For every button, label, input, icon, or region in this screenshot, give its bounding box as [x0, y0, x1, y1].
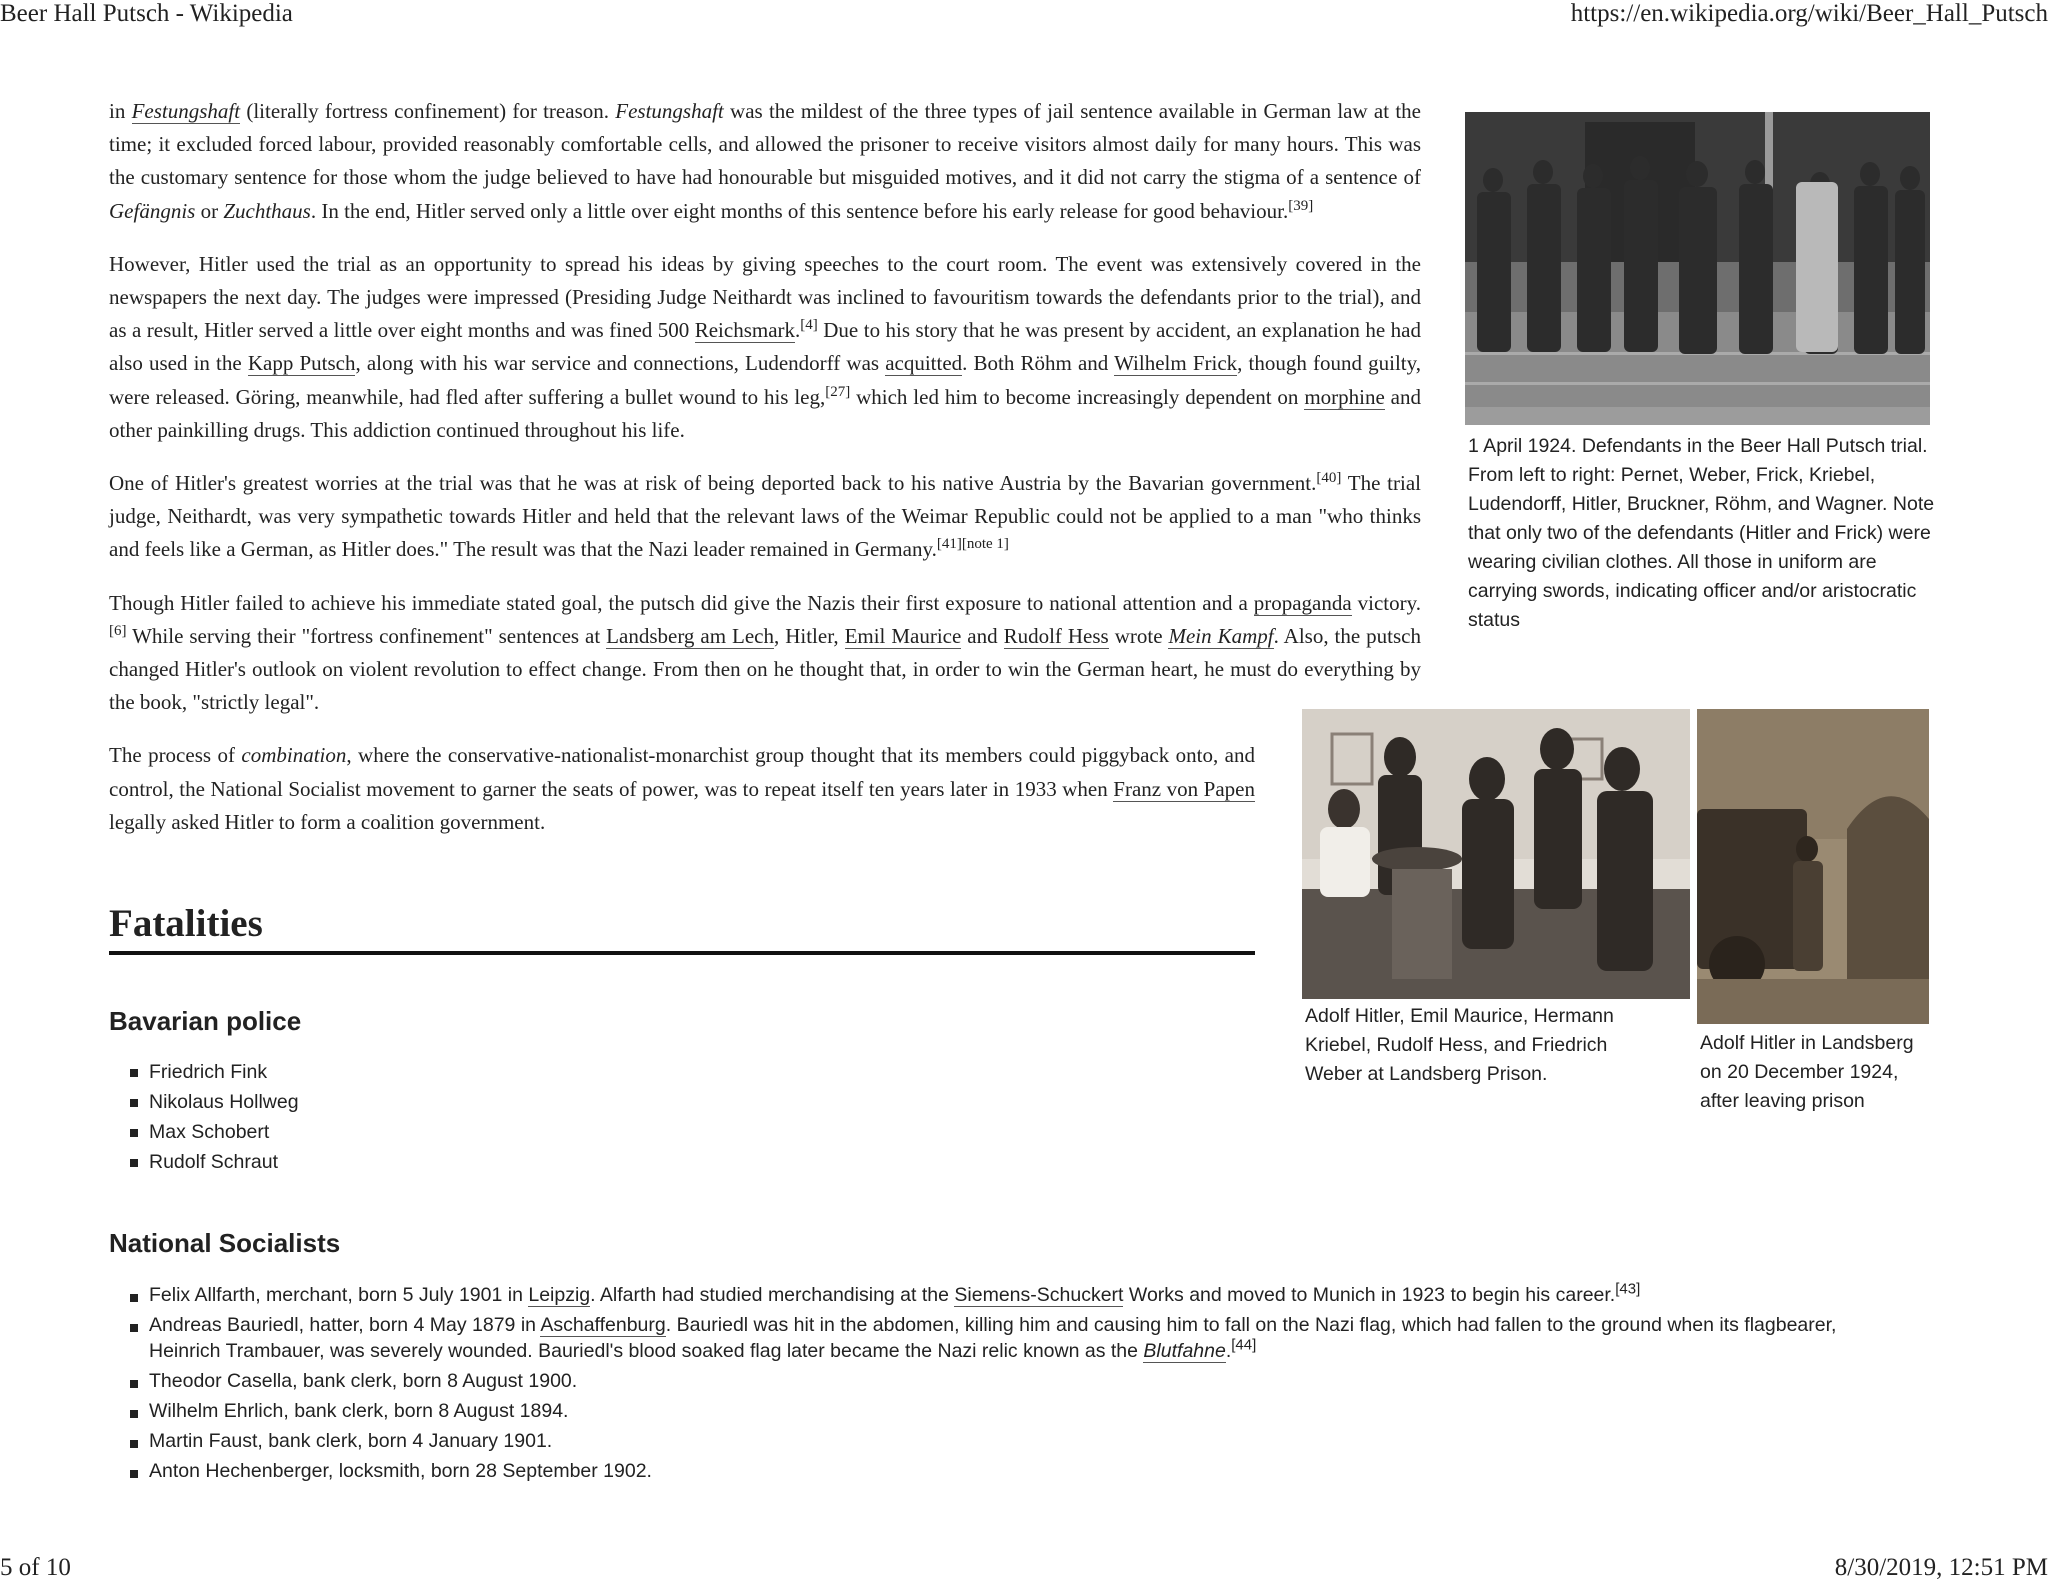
- list-item: Martin Faust, bank clerk, born 4 January 1901.: [109, 1428, 1889, 1454]
- link-leipzig[interactable]: Leipzig: [528, 1284, 591, 1306]
- page-title: Beer Hall Putsch - Wikipedia: [0, 0, 293, 27]
- link-blutfahne[interactable]: Blutfahne: [1143, 1340, 1226, 1362]
- link-emil-maurice[interactable]: Emil Maurice: [844, 623, 962, 648]
- ref-6[interactable]: [6]: [109, 622, 127, 639]
- ref-40[interactable]: [40]: [1316, 470, 1342, 487]
- link-siemens-schuckert[interactable]: Siemens-Schuckert: [954, 1284, 1124, 1306]
- link-morphine[interactable]: morphine: [1304, 384, 1385, 409]
- list-item: Nikolaus Hollweg: [109, 1087, 299, 1117]
- national-socialists-list: [109, 1282, 1889, 1484]
- link-franz-von-papen[interactable]: Franz von Papen: [1113, 776, 1256, 801]
- link-mein-kampf[interactable]: Mein Kampf: [1168, 623, 1274, 648]
- ref-4[interactable]: [4]: [800, 317, 818, 334]
- section-heading-fatalities: Fatalities: [109, 899, 1255, 955]
- list-item: Anton Hechenberger, locksmith, born 28 September 1902.: [109, 1458, 1889, 1484]
- article-body: [109, 95, 1421, 859]
- list-item: Felix Allfarth, merchant, born 5 July 1901 in Leipzig. Alfarth had studied merchandising at the Siemens-Schuckert Works and moved to Munich in 1923 to begin his career.[43]: [109, 1282, 1889, 1308]
- subheading-national-socialists: National Socialists: [109, 1228, 341, 1258]
- link-rudolf-hess[interactable]: Rudolf Hess: [1003, 623, 1109, 648]
- paragraph-festungshaft: in Festungshaft (literally fortress confinement) for treason. Festungshaft was the mildest of the three types of jail sentence available in German law at the time; it excluded forced labour, provided reasonably comfortable cells, and allowed the prisoner to receive visitors almost daily for many hours. This was the customary sentence for those whom the judge believed to have had honourable but misguided motives, and it did not carry the stigma of a sentence of Gefängnis or Zuchthaus. In the end, Hitler served only a little over eight months of this sentence before his early release for good behaviour.[39]: [109, 99, 1421, 223]
- list-item: Wilhelm Ehrlich, bank clerk, born 8 August 1894.: [109, 1398, 1889, 1424]
- leaving-prison-photo[interactable]: [1697, 709, 1929, 1024]
- link-propaganda[interactable]: propaganda: [1253, 590, 1352, 615]
- ref-44[interactable]: [44]: [1231, 1336, 1257, 1354]
- landsberg-prison-photo-caption: Adolf Hitler, Emil Maurice, Hermann Kriebel, Rudolf Hess, and Friedrich Weber at Landsberg Prison.: [1305, 1005, 1614, 1085]
- list-item: Friedrich Fink: [109, 1057, 299, 1087]
- photo-image: [1465, 112, 1930, 425]
- link-landsberg-am-lech[interactable]: Landsberg am Lech: [606, 623, 774, 648]
- police-list: [109, 1057, 299, 1177]
- list-item: Rudolf Schraut: [109, 1147, 299, 1177]
- photo-image: [1697, 709, 1929, 1024]
- link-kapp-putsch[interactable]: Kapp Putsch: [247, 351, 356, 376]
- paragraph-propaganda: Though Hitler failed to achieve his immediate stated goal, the putsch did give the Nazis their first exposure to national attention and a propaganda victory.[6] While serving their "fortress confinement" sentences at Landsberg am Lech, Hitler, Emil Maurice and Rudolf Hess wrote Mein Kampf. Also, the putsch changed Hitler's outlook on violent revolution to effect change. From then on he thought that, in order to win the German heart, he must do everything by the book, "strictly legal".: [109, 590, 1422, 715]
- landsberg-prison-photo[interactable]: [1302, 709, 1690, 999]
- ref-43[interactable]: [43]: [1615, 1280, 1641, 1298]
- link-reichsmark[interactable]: Reichsmark: [694, 318, 796, 343]
- ref-27[interactable]: [27]: [825, 383, 851, 400]
- ref-39[interactable]: [39]: [1288, 197, 1314, 214]
- link-aschaffenburg[interactable]: Aschaffenburg: [540, 1314, 666, 1336]
- leaving-prison-photo-caption: Adolf Hitler in Landsberg on 20 December 1924, after leaving prison: [1700, 1032, 1914, 1112]
- subheading-bavarian-police: Bavarian police: [109, 1006, 302, 1036]
- list-item: Max Schobert: [109, 1117, 299, 1147]
- paragraph-trial: However, Hitler used the trial as an opportunity to spread his ideas by giving speeches to the court room. The event was extensively covered in the newspapers the next day. The judges were impressed (Presiding Judge Neithardt was inclined to favouritism towards the defendants prior to the trial), and as a result, Hitler served a little over eight months and was fined 500 Reichsmark.[4] Due to his story that he was present by accident, an explanation he had also used in the Kapp Putsch, along with his war service and connections, Ludendorff was acquitted. Both Röhm and Wilhelm Frick, though found guilty, were released. Göring, meanwhile, had fled after suffering a bullet wound to his leg,[27] which led him to become increasingly dependent on morphine and other painkilling drugs. This addiction continued throughout his life.: [109, 251, 1422, 442]
- link-acquitted[interactable]: acquitted: [885, 351, 963, 376]
- page-counter: 5 of 10: [0, 1554, 71, 1581]
- paragraph-deportation: One of Hitler's greatest worries at the trial was that he was at risk of being deported back to his native Austria by the Bavarian government.[40] The trial judge, Neithardt, was very sympathetic towards Hitler and held that the relevant laws of the Weimar Republic could not be applied to a man "who thinks and feels like a German, as Hitler does." The result was that the Nazi leader remained in Germany.[41][note 1]: [109, 470, 1422, 562]
- link-festungshaft[interactable]: Festungshaft: [131, 99, 241, 123]
- photo-image: [1302, 709, 1690, 999]
- ref-41-note-1[interactable]: [41][note 1]: [936, 536, 1009, 553]
- defendants-photo[interactable]: [1465, 112, 1930, 425]
- page-url[interactable]: https://en.wikipedia.org/wiki/Beer_Hall_Putsch: [1570, 0, 2048, 27]
- list-item: Theodor Casella, bank clerk, born 8 August 1900.: [109, 1368, 1889, 1394]
- paragraph-combination: The process of combination, where the conservative-nationalist-monarchist group thought that its members could piggyback onto, and control, the National Socialist movement to garner the seats of power, was to repeat itself ten years later in 1933 when Franz von Papen legally asked Hitler to form a coalition government.: [109, 743, 1256, 834]
- defendants-photo-caption: 1 April 1924. Defendants in the Beer Hall Putsch trial. From left to right: Pernet, Weber, Frick, Kriebel, Ludendorff, Hitler, Bruckner, Röhm, and Wagner. Note that only two of the defendants (Hitler and Frick) were wearing civilian clothes. All those in uniform are carrying swords, indicating officer and/or aristocratic status: [1468, 435, 1935, 631]
- link-wilhelm-frick[interactable]: Wilhelm Frick: [1114, 351, 1238, 376]
- list-item: Andreas Bauriedl, hatter, born 4 May 1879 in Aschaffenburg. Bauriedl was hit in the abdomen, killing him and causing him to fall on the Nazi flag, which had fallen to the ground when its flagbearer, Heinrich Trambauer, was severely wounded. Bauriedl's blood soaked flag later became the Nazi relic known as the Blutfahne.[44]: [109, 1312, 1889, 1364]
- print-datetime: 8/30/2019, 12:51 PM: [1834, 1554, 2048, 1581]
